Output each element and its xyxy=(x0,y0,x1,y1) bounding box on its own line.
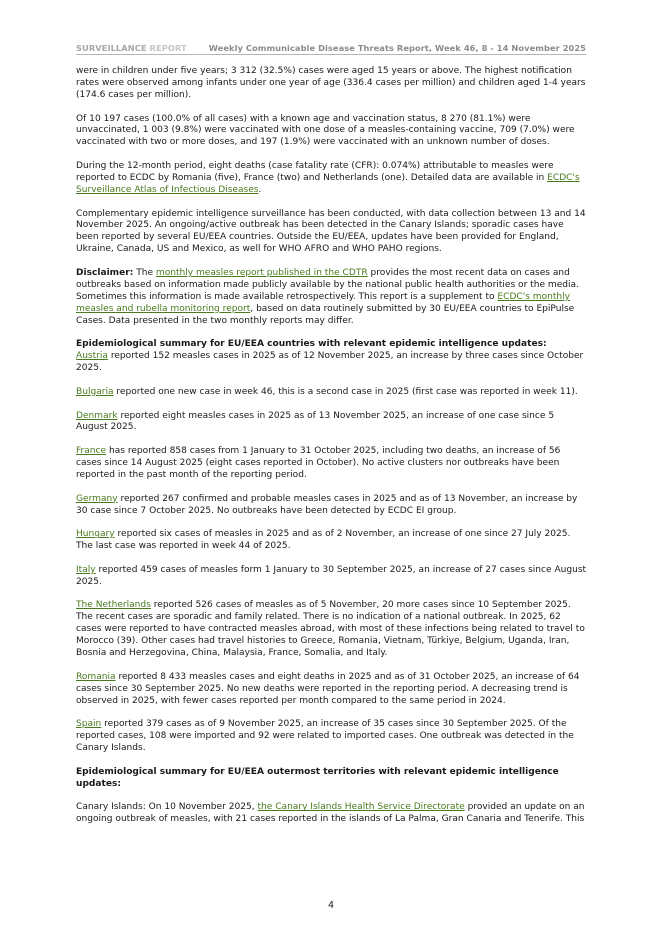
canary-text-end: provided an update on an ongoing outbreak of measles, with 21 cases reported in the islands of La Palma, Gran Canaria and Tenerife. This xyxy=(76,802,585,825)
country-entry-italy xyxy=(76,565,588,589)
country-entry-austria xyxy=(76,351,588,375)
country-link-france[interactable]: France xyxy=(76,446,107,457)
country-entry-bulgaria xyxy=(76,387,588,399)
country-entry-denmark xyxy=(76,411,588,435)
country-entry-romania xyxy=(76,672,588,708)
disclaimer-label: Disclaimer: xyxy=(76,267,134,278)
paragraph-canary-islands xyxy=(76,802,588,826)
paragraph-vaccination-status: Of 10 197 cases (100.0% of all cases) with a known age and vaccination status, 8 270 (81.1%) were unvaccinated, 1 003 (9.8%) were vaccinated with one dose of a measles-containing vaccine, 709 (7.0%) were vaccinated with two or more doses, and 197 (1.9%) were vaccinated with an unknown number of doses. xyxy=(76,113,575,148)
canary-text: Canary Islands: On 10 November 2025, xyxy=(76,802,258,813)
country-link-italy[interactable]: Italy xyxy=(76,564,96,575)
country-text-spain: reported 379 cases as of 9 November 2025, an increase of 35 cases since 30 September 2025. Of the reported cases, 108 were imported and 92 were related to imported cases. One outbreak was detected in the Canary Islands. xyxy=(76,719,574,754)
report-body xyxy=(76,66,588,838)
country-text-germany: reported 267 confirmed and probable measles cases in 2025 and as of 13 November, an increase by 30 case since 7 October 2025. No outbreaks have been detected by ECDC EI group. xyxy=(76,493,578,516)
country-entry-france xyxy=(76,446,588,482)
paragraph-epidemic-intelligence: Complementary epidemic intelligence surveillance has been conducted, with data collection between 13 and 14 November 2025. An ongoing/active outbreak has been detected in the Canary Islands; sporadic cases have been reported by several EU/EEA countries. Outside the EU/EEA, updates have been provided for England, Ukraine, Canada, US and Mexico, as well for WHO AFRO and WHO PAHO regions. xyxy=(76,208,586,255)
section-label-bold: SURVEILLANCE xyxy=(76,43,147,53)
monthly-measles-report-link[interactable]: monthly measles report published in the CDTR xyxy=(155,267,368,278)
section-label-light: REPORT xyxy=(149,43,187,53)
page-number: 4 xyxy=(327,900,335,911)
header-divider xyxy=(76,54,586,55)
eu-eea-summary-heading: Epidemiological summary for EU/EEA countries with relevant epidemic intelligence updates: xyxy=(76,339,547,350)
country-text-italy: reported 459 cases of measles form 1 January to 30 September 2025, an increase of 27 cases since August 2025. xyxy=(76,564,587,587)
country-entry-hungary xyxy=(76,529,588,553)
country-text-bulgaria: reported one new case in week 46, this is a second case in 2025 (first case was reported in week 11). xyxy=(113,386,578,397)
deaths-text: During the 12-month period, eight deaths (case fatality rate (CFR): 0.074%) attributable to measles were reported to ECDC by Romania (five), France (two) and Netherlands (one). Detailed data are available in xyxy=(76,161,554,183)
country-link-hungary[interactable]: Hungary xyxy=(76,529,115,540)
surveillance-atlas-link[interactable]: ECDC's Surveillance Atlas of Infectious Diseases xyxy=(76,172,580,195)
country-text-romania: reported 8 433 measles cases and eight deaths in 2025 and as of 31 October 2025, an increase of 64 cases since 30 September 2025. No new deaths were reported in the reporting period. A decreasing trend is observed in 2025, with fewer cases reported per month compared to the same period in 2024. xyxy=(76,671,580,706)
report-title: Weekly Communicable Disease Threats Report, Week 46, 8 - 14 November 2025 xyxy=(208,43,586,53)
section-label xyxy=(76,43,187,53)
country-entry-germany xyxy=(76,494,588,518)
country-link-bulgaria[interactable]: Bulgaria xyxy=(76,386,114,397)
paragraph-deaths xyxy=(76,161,588,197)
country-link-netherlands[interactable]: The Netherlands xyxy=(76,600,151,611)
country-entry-spain xyxy=(76,719,588,755)
country-link-romania[interactable]: Romania xyxy=(76,671,116,682)
country-list xyxy=(76,351,588,755)
country-text-hungary: reported six cases of measles in 2025 and as of 2 November, an increase of one since 27 July 2025. The last case was reported in week 44 of 2025. xyxy=(76,529,571,552)
outermost-territories-heading: Epidemiological summary for EU/EEA outermost territories with relevant epidemic intelligence updates: xyxy=(76,766,559,789)
country-text-austria: reported 152 measles cases in 2025 as of 12 November 2025, an increase by three cases since October 2025. xyxy=(76,351,584,374)
running-header xyxy=(76,43,586,53)
deaths-text-end: . xyxy=(258,184,262,195)
paragraph-disclaimer xyxy=(76,268,588,328)
country-link-denmark[interactable]: Denmark xyxy=(76,410,118,421)
disclaimer-text: The xyxy=(133,267,156,278)
country-text-france: has reported 858 cases from 1 January to 31 October 2025, including two deaths, an increase of 56 cases since 14 August 2025 (eight cases reported in October). No active clusters nor outbreaks have been reported in the past month of the reporting period. xyxy=(76,446,561,480)
disclaimer-text-mid: provides the most recent data on cases and outbreaks based on information made publicly available by the national public health authorities or the media. Sometimes this information is made available retrospectively. This report is a supplement to xyxy=(76,267,579,302)
disclaimer-text-end: , based on data routinely submitted by 30 EU/EEA countries to EpiPulse Cases. Data presented in the two monthly reports may differ. xyxy=(76,303,575,326)
country-entry-netherlands xyxy=(76,600,588,660)
country-link-spain[interactable]: Spain xyxy=(76,719,102,730)
country-text-denmark: reported eight measles cases in 2025 as of 13 November 2025, an increase of one case since 5 August 2025. xyxy=(76,410,555,433)
country-link-austria[interactable]: Austria xyxy=(76,351,108,362)
monitoring-report-link[interactable]: ECDC's monthly measles and rubella monitoring report xyxy=(76,291,571,314)
country-link-germany[interactable]: Germany xyxy=(76,493,118,504)
country-text-netherlands: reported 526 cases of measles as of 5 November, 20 more cases since 10 September 2025. The recent cases are sporadic and family related. There is no indication of a national outbreak. In 2025, 62 cases were reported to have contracted measles abroad, with most of these infections being related to travel to Morocco (39). Other cases had travel histories to Greece, Romania, Vietnam, Türkiye, Belgium, Uganda, Iran, Bosnia and Herzegovina, China, Malaysia, France, Somalia, and Italy. xyxy=(76,600,585,659)
canary-health-service-link[interactable]: the Canary Islands Health Service Directorate xyxy=(257,802,465,813)
paragraph-age-distribution: were in children under five years; 3 312 (32.5%) cases were aged 15 years or above. The highest notification rates were observed among infants under one year of age (336.4 cases per million) and children aged 1-4 years (174.6 cases per million). xyxy=(76,66,586,100)
